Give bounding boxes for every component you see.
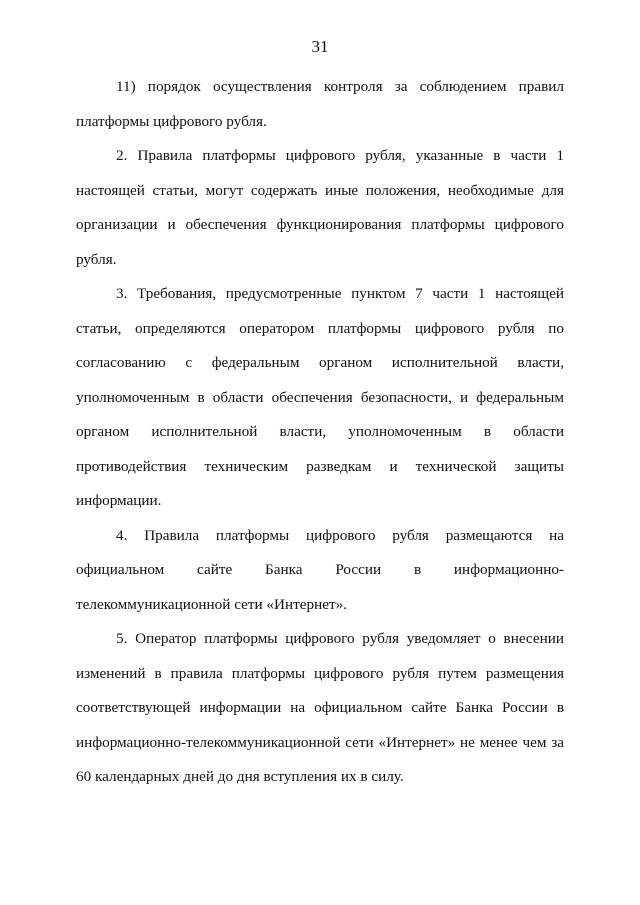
page-number: 31 [311,37,329,56]
paragraph-part-3: 3. Требования, предусмотренные пунктом 7 части 1 настоящей статьи, определяются оператором платформы цифрового рубля по согласованию с федеральным органом исполнительной власти, уполномоченным в области обеспечения безопасности, и федеральным органом исполнительной власти, уполномоченным в области противодействия техническим разведкам и технической защиты информации. [76,285,564,509]
document-body [76,70,564,795]
paragraph-part-5: 5. Оператор платформы цифрового рубля уведомляет о внесении изменений в правила платформы цифрового рубля путем размещения соответствующей информации на официальном сайте Банка России в информационно-телекоммуникационной сети «Интернет» не менее чем за 60 календарных дней до дня вступления их в силу. [76,630,564,785]
paragraph-item-11: 11) порядок осуществления контроля за соблюдением правил платформы цифрового рубля. [76,78,564,130]
paragraph-part-4: 4. Правила платформы цифрового рубля размещаются на официальном сайте Банка России в информационно-телекоммуникационной сети «Интернет». [76,526,564,613]
paragraph-part-2: 2. Правила платформы цифрового рубля, указанные в части 1 настоящей статьи, могут содержать иные положения, необходимые для организации и обеспечения функционирования платформы цифрового рубля. [76,147,564,268]
